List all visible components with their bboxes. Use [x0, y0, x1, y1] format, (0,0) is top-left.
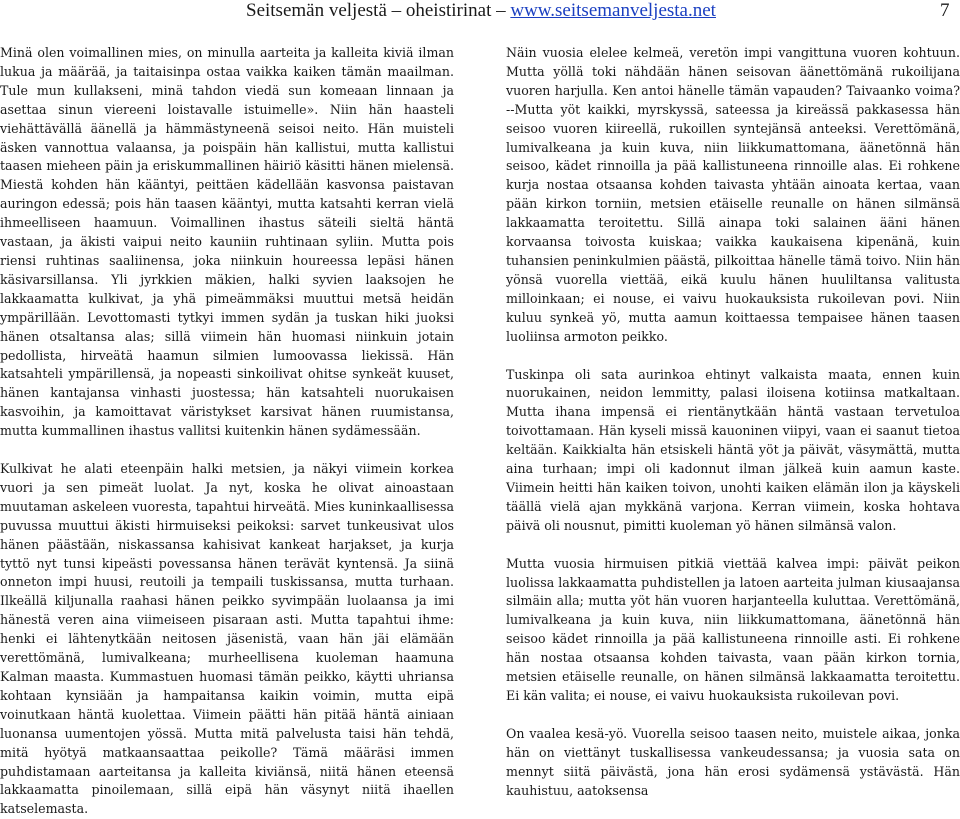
- header-title-text: Seitsemän veljestä – oheistirinat –: [246, 0, 511, 21]
- paragraph-gap: [506, 536, 960, 555]
- right-paragraph-2: Tuskinpa oli sata aurinkoa ehtinyt valkaista maata, ennen kuin nuorukainen, neidon lemmitty, palasi iloisena kotiinsa matkaltaan. Mutta ihana impensä ei rientänytkään häntä vastaan tervetuloa toivottamaan. Hän kyseli missä kauoninen viipyi, vaan ei saanut tietoa keltään. Kaikkialta hän etsiskeli häntä yöt ja päivät, väsymättä, mutta aina turhaan; impi oli kadonnut ilman jälkeä kuin aamun kaste. Viimein heitti hän kaiken toivon, unohti kaiken elämän ilon ja käyskeli täällä vielä ajan mykkänä varjona. Kerran viimein, koska hohtava päivä oli nousnut, pimitti kuoleman yö hänen silmänsä valon.: [506, 366, 960, 533]
- paragraph-gap: [506, 347, 960, 366]
- left-paragraph-2: Kulkivat he alati eteenpäin halki metsien, ja näkyi viimein korkea vuori ja sen pimeät luolat. Ja nyt, koska he olivat ainoastaan muutaman askeleen vuoresta, tapahtui hirveätä. Mies kuninkaallisessa puvussa muuttui äkisti hirmuiseksi peikoksi: sarvet tunkeusivat ulos hänen päästään, niskassansa kahisivat kankeat harjakset, ja kurja tyttö nyt tunsi kipeästi povessansa hänen terävät kyntensä. Ja siinä onneton impi huusi, reutoili ja tempaili tuskissansa, mutta turhaan. Ilkeällä kiljunalla raahasi hänen peikko syvimpään luolaansa ja imi hänestä veren aina viimeiseen pisaraan asti. Mutta tapahtui ihme: henki ei lähtenytkään neitosen jäsenistä, vaan hän jäi elämään verettömänä, lumivalkeana; murheellisena kuoleman haamuna Kalman maasta. Kummastuen huomasi tämän peikko, käytti uhriansa kohtaan kynsiään ja hampaitansa kaikin voimin, mutta eipä voinutkaan häntä kuolettaa. Viimein päätti hän pitää häntä ainiaan luonansa uumentojen yössä. Mutta mitä palvelusta taisi hän tehdä, mitä hyötyä matkaansaattaa peikolle? Tämä määräsi immen puhdistamaan aarteitansa ja kalleita kiviänsä, niitä hänen eteensä lakkaamatta pinoilemaan, sillä eipä hän väsynyt niitä ihaellen katselemasta.: [0, 461, 454, 817]
- paragraph-gap: [0, 441, 454, 460]
- left-column: [0, 44, 454, 819]
- right-paragraph-4: On vaalea kesä-yö. Vuorella seisoo taasen neito, muistele aikaa, jonka hän on viettänyt tuskallisessa vankeudessansa; ja vuosia sata on mennyt siitä päivästä, jona hän erosi sydämensä ystävästä. Hän kauhistuu, aatoksensa: [506, 725, 960, 798]
- left-paragraph-1: Minä olen voimallinen mies, on minulla aarteita ja kalleita kiviä ilman lukua ja määrää, ja taitaisinpa ostaa vaikka kaiken tämän maailman. Tule mun kullakseni, minä tahdon viedä sun komeaan linnaan ja asettaa sinun viereeni loistavalle istuimelle». Niin hän haasteli viehättävällä äänellä ja hämmästyneenä seisoi neito. Hän muisteli äsken vannottua valaansa, ja poispäin hän kallistui, mutta kallistui taasen mieheen päin ja eriskummallinen häiriö käsitti hänen mielensä. Miestä kohden hän kääntyi, peittäen kädellään kasvonsa paistavan auringon edessä; pois hän taasen kääntyi, mutta katsahti kerran vielä ihmeelliseen haamuun. Voimallinen ihastus säteili sieltä häntä vastaan, ja äkisti vaipui neito kauniin ruhtinaan syliin. Mutta pois riensi ruhtinas saaliinensa, joka niinkuin houreessa lepäsi hänen käsivarsillansa. Yli jyrkkien mäkien, halki syvien laaksojen he lakkaamatta kulkivat, ja yhä pimeämmäksi muuttui metsä heidän ympärillään. Levottomasti tytkyi immen sydän ja tuskan hiki juoksi hänen otsaltansa alas; sillä viimein hän huomasi niinkuin jotain pedollista, hirveätä haamun silmien lumoovassa liekissä. Hän katsahteli ympärillensä, ja nopeasti sinkoilivat ohitse synkeät kuuset, hänen kantajansa vinhasti juostessa; hän katsahteli nuorukaisen kasvoihin, ja kamoittavat väristykset karsivat hänen ruumistansa, mutta kummallinen ihastus vallitsi kuitenkin hänen sydämessään.: [0, 45, 454, 439]
- right-paragraph-1: Näin vuosia elelee kelmeä, veretön impi vangittuna vuoren kohtuun. Mutta yöllä toki nähdään hänen seisovan äänettömänä rukoilijana vuoren harjulla. Ken antoi hänelle tämän vapauden? Taivaanko voima?--Mutta yöt kaikki, myrskyssä, sateessa ja kireässä pakkasessa hän seisoo vuoren kiireellä, rukoillen syntejänsä anteeksi. Verettömänä, lumivalkeana ja kuin kuva, niin liikkumattomana, äänetönnä hän seisoo, kädet rinnoilla ja pää kallistuneena rinnoille alas. Ei rohkene kurja nostaa otsaansa kohden taivasta yhtään ainoata kertaa, vaan pään kirkon torniin, metsien etäiselle reunalle on hänen silmänsä lakkaamatta teroitettu. Sillä ainapa toki salainen ääni hänen korvaansa toivosta kuiskaa; vaikka kaukaisena kipenänä, kuin tuhansien peninkulmien päästä, pilkoittaa hänelle tämä toivo. Niin hän yönsä vuorella viettää, eikä kuulu hänen huuliltansa valitusta milloinkaan; ei nouse, ei vaivu huokauksista rukoilevan povi. Niin kuluu synkeä yö, mutta aamun koittaessa tempaisee hänen taasen luoliinsa armoton peikko.: [506, 45, 960, 344]
- paragraph-gap: [506, 706, 960, 725]
- page-header: [0, 0, 960, 30]
- right-column: [506, 44, 960, 801]
- right-paragraph-3: Mutta vuosia hirmuisen pitkiä viettää kalvea impi: päivät peikon luolissa lakkaamatta puhdistellen ja latoen aarteita julman kiusaajansa silmäin alla; mutta yöt hän vuoren harjanteella kuluttaa. Verettömänä, lumivalkeana ja kuin kuva, niin liikkumattomana, äänetönnä hän seisoo kädet rinnoilla ja pää kallistuneena rinnoille asti. Ei rohkene hän nostaa otsaansa kohden taivasta, vaan pään kirkon tornia, metsien etäiselle reunalle, on hänen silmänsä lakkaamatta teroitettu. Ei kän valita; ei nouse, ei vaivu huokauksista rukoilevan povi.: [506, 555, 960, 703]
- page-number: 7: [940, 0, 950, 21]
- header-url-link[interactable]: www.seitsemanveljesta.net: [510, 0, 716, 21]
- header-title: [246, 0, 716, 22]
